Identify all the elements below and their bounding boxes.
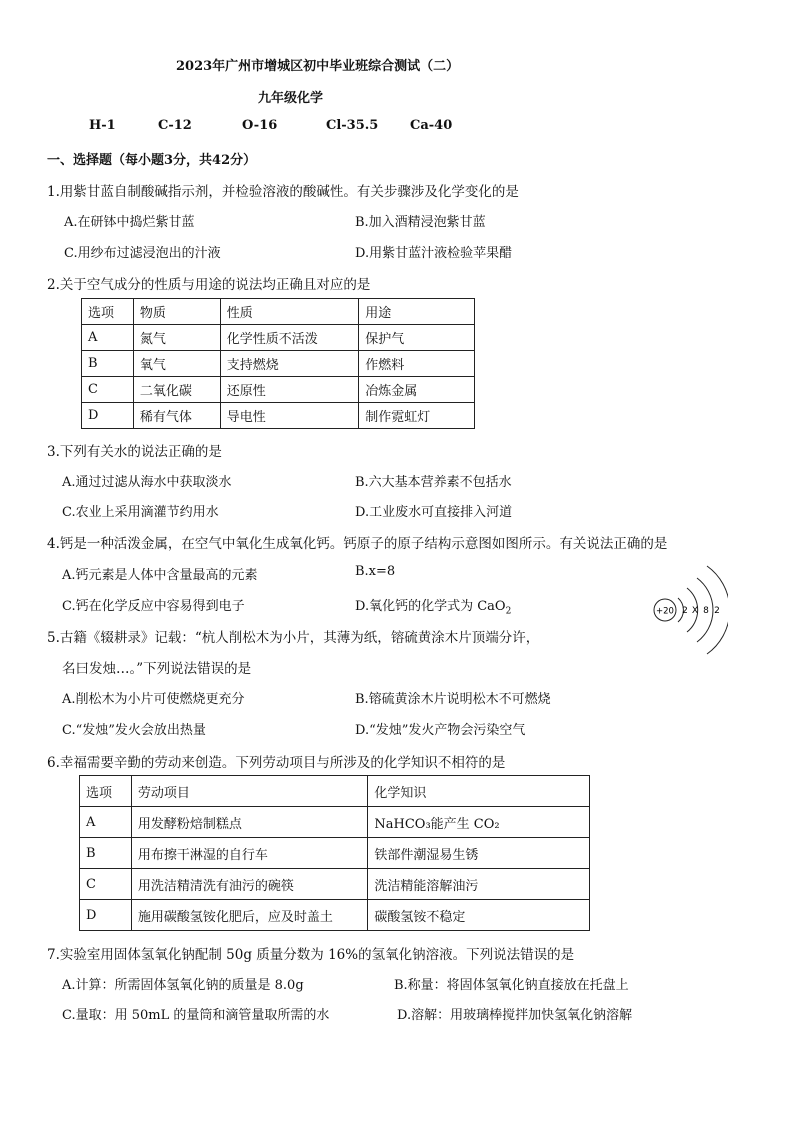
atomic-mass-ca: Ca-40 <box>410 118 453 133</box>
table-cell: D <box>82 403 134 429</box>
question-1-stem: 1.用紫甘蓝自制酸碱指示剂，并检验溶液的酸碱性。有关步骤涉及化学变化的是 <box>47 184 519 200</box>
table-cell: 化学性质不活泼 <box>220 325 359 351</box>
shell-electron-count: 2 <box>714 606 720 616</box>
table-row <box>82 325 475 351</box>
table-cell: NaHCO₃能产生 CO₂ <box>368 807 590 838</box>
table-cell: C <box>82 377 134 403</box>
shell-electron-count: 8 <box>703 606 709 616</box>
nucleus-charge: +20 <box>656 606 674 617</box>
table-header-row <box>80 776 590 807</box>
atomic-mass-o: O-16 <box>242 118 278 133</box>
calcium-atom-diagram <box>648 560 728 660</box>
table-row <box>80 838 590 869</box>
table-header-cell: 选项 <box>82 299 134 325</box>
question-5-option-b: B.镕硫黄涂木片说明松木不可燃烧 <box>355 692 551 707</box>
question-7-option-a: A.计算：所需固体氢氧化钠的质量是 8.0g <box>62 978 304 993</box>
table-cell: C <box>80 869 132 900</box>
question-3-option-d: D.工业废水可直接排入河道 <box>355 505 513 520</box>
table-cell: A <box>80 807 132 838</box>
question-3-stem: 3.下列有关水的说法正确的是 <box>47 444 222 460</box>
table-cell: 铁部件潮湿易生锈 <box>368 838 590 869</box>
question-2-stem: 2.关于空气成分的性质与用途的说法均正确且对应的是 <box>47 277 371 293</box>
subscript: 2 <box>505 606 512 617</box>
table-cell: 氮气 <box>133 325 220 351</box>
table-row <box>80 807 590 838</box>
question-1-option-b: B.加入酒精浸泡紫甘蓝 <box>355 215 486 230</box>
question-5-option-c: C.“发烛”发火会放出热量 <box>62 723 206 738</box>
shell-electron-count: 2 <box>682 606 688 616</box>
table-cell: 制作霓虹灯 <box>359 403 475 429</box>
question-5-stem-line-2: 名曰发烛…。”下列说法错误的是 <box>62 661 252 677</box>
question-5-option-a: A.削松木为小片可使燃烧更充分 <box>62 692 245 707</box>
table-header-cell: 劳动项目 <box>131 776 367 807</box>
question-4-option-d-text: D.氧化钙的化学式为 CaO <box>355 599 506 614</box>
question-3-option-b: B.六大基本营养素不包括水 <box>355 475 512 490</box>
table-cell: 支持燃烧 <box>220 351 359 377</box>
table-cell: 二氧化碳 <box>133 377 220 403</box>
table-row <box>80 869 590 900</box>
question-5-stem-line-1: 5.古籍《辍耕录》记载：“杭人削松木为小片，其薄为纸，镕硫黄涂木片顶端分许， <box>47 630 540 646</box>
table-cell: 导电性 <box>220 403 359 429</box>
table-row <box>82 351 475 377</box>
question-5-option-d: D.“发烛”发火产物会污染空气 <box>355 723 526 738</box>
atomic-mass-cl: Cl-35.5 <box>326 118 379 133</box>
table-cell: D <box>80 900 132 931</box>
question-3-option-c: C.农业上采用滴灌节约用水 <box>62 505 219 520</box>
question-4-option-d <box>355 595 511 617</box>
question-4-option-a: A.钙元素是人体中含量最高的元素 <box>62 568 258 583</box>
section-heading: 一、选择题（每小题3分，共42分） <box>47 153 257 168</box>
table-row <box>80 900 590 931</box>
table-row <box>82 377 475 403</box>
question-1-option-d: D.用紫甘蓝汁液检验苹果醋 <box>355 246 513 261</box>
exam-subtitle: 九年级化学 <box>258 91 324 106</box>
shell-electron-count: X <box>691 606 699 616</box>
question-6-table <box>79 775 590 931</box>
question-4-option-c: C.钙在化学反应中容易得到电子 <box>62 599 245 614</box>
question-7-option-d: D.溶解：用玻璃棒搅拌加快氢氧化钠溶解 <box>397 1008 633 1023</box>
table-header-cell: 物质 <box>133 299 220 325</box>
table-cell: 还原性 <box>220 377 359 403</box>
table-header-cell: 化学知识 <box>368 776 590 807</box>
table-cell: A <box>82 325 134 351</box>
table-cell: B <box>82 351 134 377</box>
question-4-option-b: B.x=8 <box>355 564 396 579</box>
question-7-option-c: C.量取：用 50mL 的量筒和滴管量取所需的水 <box>62 1008 330 1023</box>
table-cell: 氧气 <box>133 351 220 377</box>
table-cell: 作燃料 <box>359 351 475 377</box>
atomic-mass-c: C-12 <box>158 118 192 133</box>
table-cell: 用洗洁精清洗有油污的碗筷 <box>131 869 367 900</box>
table-header-cell: 用途 <box>359 299 475 325</box>
table-cell: 用布擦干淋湿的自行车 <box>131 838 367 869</box>
question-7-option-b: B.称量：将固体氢氧化钠直接放在托盘上 <box>394 978 629 993</box>
atomic-mass-h: H-1 <box>89 118 116 133</box>
table-cell: B <box>80 838 132 869</box>
question-7-stem: 7.实验室用固体氢氧化钠配制 50g 质量分数为 16%的氢氧化钠溶液。下列说法错误的是 <box>47 947 575 963</box>
table-row <box>82 403 475 429</box>
table-cell: 洗洁精能溶解油污 <box>368 869 590 900</box>
table-cell: 用发酵粉焙制糕点 <box>131 807 367 838</box>
table-cell: 碳酸氢铵不稳定 <box>368 900 590 931</box>
exam-title: 2023年广州市增城区初中毕业班综合测试（二） <box>176 59 460 74</box>
question-4-stem: 4.钙是一种活泼金属，在空气中氧化生成氧化钙。钙原子的原子结构示意图如图所示。有关说法正确的是 <box>47 536 668 552</box>
question-1-option-c: C.用纱布过滤浸泡出的汁液 <box>64 246 221 261</box>
question-3-option-a: A.通过过滤从海水中获取淡水 <box>62 475 232 490</box>
table-header-row <box>82 299 475 325</box>
question-2-table <box>81 298 475 429</box>
table-cell: 施用碳酸氢铵化肥后，应及时盖土 <box>131 900 367 931</box>
table-cell: 稀有气体 <box>133 403 220 429</box>
table-cell: 保护气 <box>359 325 475 351</box>
question-1-option-a: A.在研钵中捣烂紫甘蓝 <box>64 215 195 230</box>
table-header-cell: 性质 <box>220 299 359 325</box>
table-header-cell: 选项 <box>80 776 132 807</box>
table-cell: 冶炼金属 <box>359 377 475 403</box>
question-6-stem: 6.幸福需要辛勤的劳动来创造。下列劳动项目与所涉及的化学知识不相符的是 <box>47 755 506 771</box>
